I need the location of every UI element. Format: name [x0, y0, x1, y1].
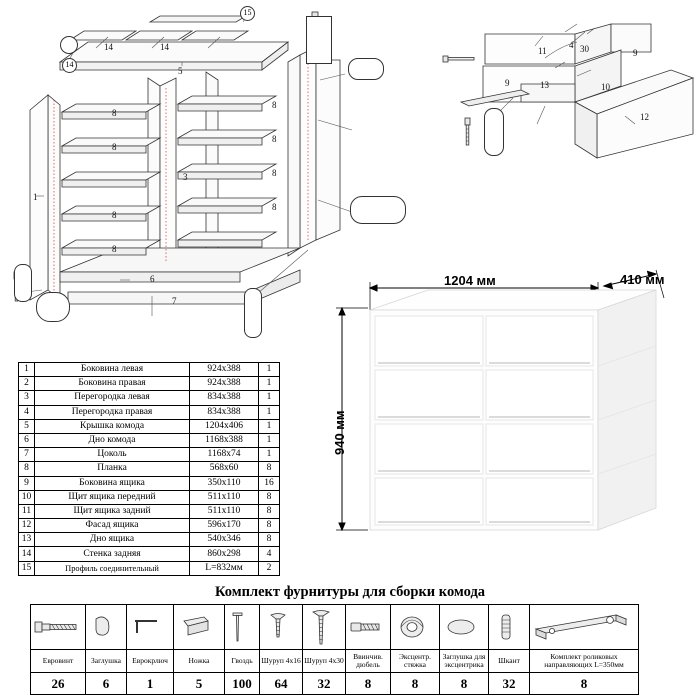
drawer-marker-screw: [484, 108, 504, 156]
hardware-name: Ввинчив. дюбель: [346, 650, 391, 673]
part-name: Фасад ящика: [35, 519, 190, 533]
table-row: [19, 561, 280, 575]
eccentric-cap-icon: [440, 605, 489, 650]
part-name: Планка: [35, 462, 190, 476]
table-row: [19, 419, 280, 433]
part-dim: 924х388: [190, 363, 259, 377]
part-qty: 8: [259, 490, 280, 504]
hardware-name: Заглушка: [86, 650, 127, 673]
table-row: [19, 519, 280, 533]
dimension-width: 1204 мм: [444, 273, 496, 288]
part-dim: 540х346: [190, 533, 259, 547]
hardware-count: 100: [225, 673, 260, 695]
callout-8-r1: 8: [272, 100, 277, 110]
part-dim: 511х110: [190, 504, 259, 518]
part-qty: 1: [259, 448, 280, 462]
part-dim: 511х110: [190, 490, 259, 504]
callout-5: 5: [178, 66, 183, 76]
part-dim: 1168х388: [190, 433, 259, 447]
callout-8-l2: 8: [112, 142, 117, 152]
drawer-callout-9a: 9: [633, 48, 638, 58]
callout-14-b: 14: [160, 42, 169, 52]
hardware-count: 8: [530, 673, 639, 695]
part-name: Перегородка правая: [35, 405, 190, 419]
hardware-name: Комплект роликовых направляющих L=350мм: [530, 650, 639, 673]
hardware-count: 32: [303, 673, 346, 695]
hardware-count: 6: [86, 673, 127, 695]
table-row: [19, 547, 280, 561]
marker-bottom-screw: [244, 288, 262, 338]
leg-icon: [174, 605, 225, 650]
part-num: 6: [19, 433, 35, 447]
table-row: [19, 490, 280, 504]
screw-4x16-icon: [260, 605, 303, 650]
part-num: 11: [19, 504, 35, 518]
part-dim: 1168х74: [190, 448, 259, 462]
hardware-name: Шкант: [489, 650, 530, 673]
part-name: Перегородка левая: [35, 391, 190, 405]
part-num: 5: [19, 419, 35, 433]
hardware-name: Еврокрлюч: [127, 650, 174, 673]
hardware-count: 8: [440, 673, 489, 695]
part-qty: 16: [259, 476, 280, 490]
part-num: 4: [19, 405, 35, 419]
part-name: Щит ящика передний: [35, 490, 190, 504]
table-row: [19, 433, 280, 447]
hardware-name: Заглушка для эксцентрика: [440, 650, 489, 673]
hardware-name: Ножка: [174, 650, 225, 673]
part-name: Щит ящика задний: [35, 504, 190, 518]
part-qty: 8: [259, 519, 280, 533]
part-name: Боковина ящика: [35, 476, 190, 490]
part-num: 7: [19, 448, 35, 462]
table-row: [19, 504, 280, 518]
table-row: [19, 448, 280, 462]
table-row: [19, 462, 280, 476]
table-row: [19, 391, 280, 405]
callout-8-r2: 8: [272, 134, 277, 144]
part-dim: L=832мм: [190, 561, 259, 575]
parts-table-body: [19, 363, 280, 576]
part-name: Профиль соединительный: [35, 561, 190, 575]
hardware-table: [30, 604, 639, 695]
part-dim: 596х170: [190, 519, 259, 533]
callout-14-left: [62, 58, 77, 73]
hardware-name: Гвоздь: [225, 650, 260, 673]
part-dim: 860х298: [190, 547, 259, 561]
part-dim: 350х110: [190, 476, 259, 490]
screw-in-dowel-icon: [346, 605, 391, 650]
callout-7: 7: [172, 296, 177, 306]
callout-14-left-label: 14: [65, 60, 74, 69]
part-qty: 1: [259, 363, 280, 377]
dimension-depth: 410 мм: [620, 272, 665, 287]
hardware-counts-row: [31, 673, 639, 695]
part-name: Дно ящика: [35, 533, 190, 547]
part-qty: 1: [259, 391, 280, 405]
drawer-callout-13: 13: [540, 80, 549, 90]
part-name: Боковина правая: [35, 377, 190, 391]
product-dimension-view: [320, 268, 692, 568]
hardware-count: 26: [31, 673, 86, 695]
callout-8-l4: 8: [112, 244, 117, 254]
callout-8-l1: 8: [112, 108, 117, 118]
hardware-name: Евровинт: [31, 650, 86, 673]
part-num: 3: [19, 391, 35, 405]
part-num: 2: [19, 377, 35, 391]
part-name: Стенка задняя: [35, 547, 190, 561]
marker-left-2: [14, 264, 32, 302]
part-qty: 8: [259, 504, 280, 518]
part-dim: 834х388: [190, 405, 259, 419]
part-qty: 8: [259, 462, 280, 476]
hardware-count: 32: [489, 673, 530, 695]
screw-4x30-icon: [303, 605, 346, 650]
drawer-callout-12: 12: [640, 112, 649, 122]
hardware-count: 5: [174, 673, 225, 695]
part-qty: 1: [259, 377, 280, 391]
part-qty: 1: [259, 405, 280, 419]
part-num: 9: [19, 476, 35, 490]
table-row: [19, 533, 280, 547]
hardware-count: 8: [391, 673, 440, 695]
dimension-height: 940 мм: [332, 410, 347, 455]
callout-15: [240, 6, 255, 21]
nail-icon: [225, 605, 260, 650]
part-qty: 4: [259, 547, 280, 561]
table-row: [19, 363, 280, 377]
part-qty: 1: [259, 419, 280, 433]
hardware-count: 8: [346, 673, 391, 695]
callout-6: 6: [150, 274, 155, 284]
part-qty: 1: [259, 433, 280, 447]
callout-15-label: 15: [243, 8, 252, 17]
eccentric-tie-icon: [391, 605, 440, 650]
part-qty: 2: [259, 561, 280, 575]
table-row: [19, 405, 280, 419]
callout-14-a: 14: [104, 42, 113, 52]
part-num: 12: [19, 519, 35, 533]
part-name: Дно комода: [35, 433, 190, 447]
part-num: 8: [19, 462, 35, 476]
drawer-callout-9b: 9: [505, 78, 510, 88]
part-dim: 1204х406: [190, 419, 259, 433]
marker-left-1: [60, 36, 78, 54]
hardware-count: 1: [127, 673, 174, 695]
drawer-detail-diagram: [425, 6, 700, 176]
part-dim: 568х60: [190, 462, 259, 476]
part-num: 15: [19, 561, 35, 575]
hardware-title: Комплект фурнитуры для сборки комода: [214, 584, 486, 600]
hardware-icons-row: [31, 605, 639, 650]
part-dim: 924х388: [190, 377, 259, 391]
parts-table: [18, 362, 280, 576]
callout-8-l3: 8: [112, 210, 117, 220]
callout-3: 3: [183, 172, 188, 182]
table-row: [19, 476, 280, 490]
part-dim: 834х388: [190, 391, 259, 405]
euro-key-icon: [127, 605, 174, 650]
hardware-name: Эксцентр. стяжка: [391, 650, 440, 673]
callout-8-r4: 8: [272, 202, 277, 212]
hardware-name: Шуруп 4х30: [303, 650, 346, 673]
drawer-callout-30: 30: [580, 44, 589, 54]
dowel-icon: [489, 605, 530, 650]
marker-top-right: [306, 16, 332, 64]
drawer-callout-10: 10: [601, 82, 610, 92]
part-qty: 8: [259, 533, 280, 547]
table-row: [19, 377, 280, 391]
part-num: 13: [19, 533, 35, 547]
part-num: 1: [19, 363, 35, 377]
hardware-count: 64: [260, 673, 303, 695]
hardware-names-row: [31, 650, 639, 673]
drawer-callout-4: 4: [569, 40, 574, 50]
part-num: 10: [19, 490, 35, 504]
part-name: Боковина левая: [35, 363, 190, 377]
callout-1: 1: [33, 192, 38, 202]
part-name: Цоколь: [35, 448, 190, 462]
marker-bottom-leg: [36, 292, 70, 322]
slide-rail-icon: [530, 605, 639, 650]
cap-icon: [86, 605, 127, 650]
hardware-name: Шуруп 4х16: [260, 650, 303, 673]
marker-right-eccentric: [348, 58, 384, 80]
drawer-callout-11-label: 11: [538, 46, 547, 56]
part-num: 14: [19, 547, 35, 561]
euro-screw-icon: [31, 605, 86, 650]
marker-right-rail: [350, 196, 406, 224]
callout-8-r3: 8: [272, 168, 277, 178]
part-name: Крышка комода: [35, 419, 190, 433]
